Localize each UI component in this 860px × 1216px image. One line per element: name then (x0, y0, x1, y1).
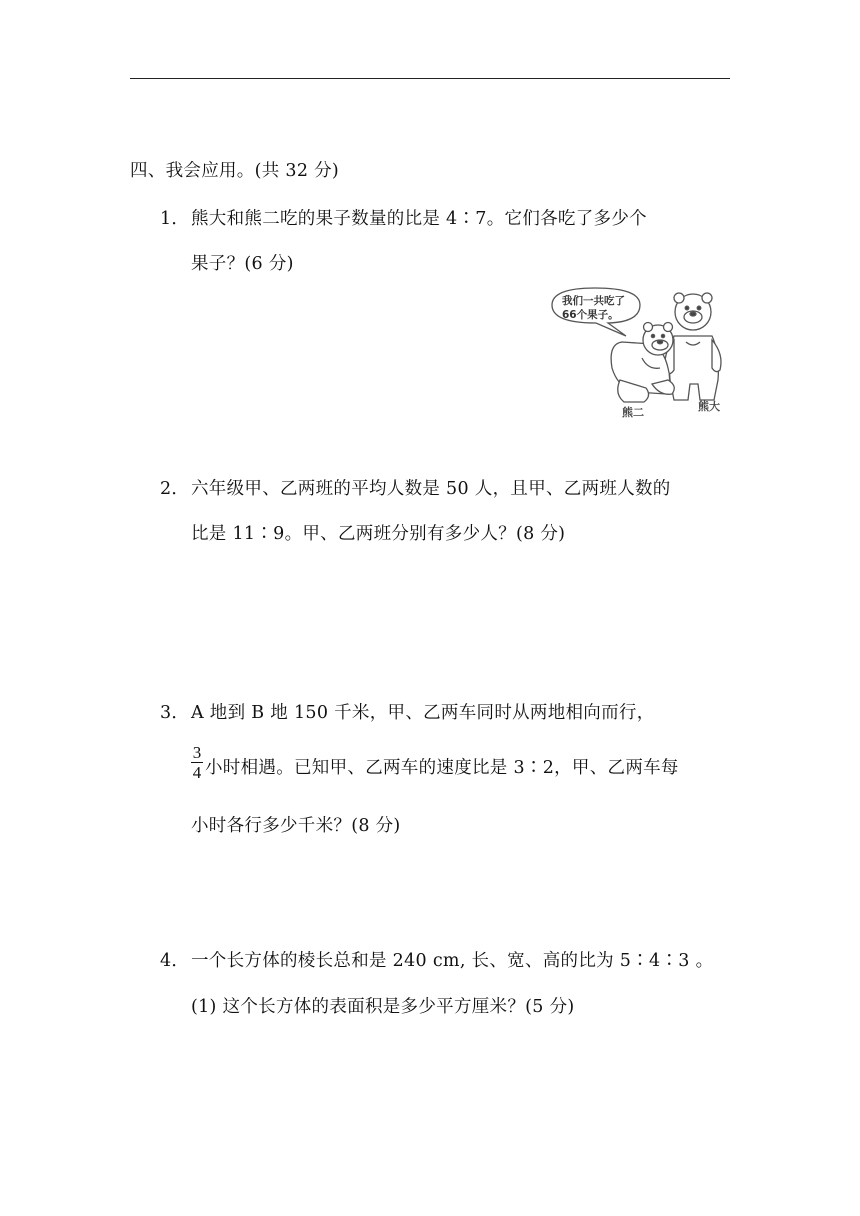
question-2-text-cont: 比是 11∶9。甲、乙两班分别有多少人？(8 分) (191, 524, 566, 544)
question-4-text: 一个长方体的棱长总和是 240 cm, 长、宽、高的比为 5∶4∶3 。 (191, 951, 714, 971)
bears-drawing (548, 284, 738, 424)
question-3-text-cont: 小时相遇。已知甲、乙两车的速度比是 3∶2，甲、乙两车每 (205, 758, 679, 778)
speech-text-line1: 我们一共吃了 (562, 295, 625, 307)
fraction-three-quarters (190, 743, 204, 782)
question-3-text: A 地到 B 地 150 千米，甲、乙两车同时从两地相向而行， (191, 703, 655, 723)
question-4-sub-1: (1) 这个长方体的表面积是多少平方厘米？(5 分) (191, 997, 575, 1017)
fraction-numerator: 3 (192, 743, 202, 762)
section-heading: 四、我会应用。(共 32 分) (130, 161, 340, 181)
question-1-number: 1． (160, 209, 190, 229)
question-2-number: 2． (160, 479, 190, 499)
label-xiongda: 熊大 (698, 400, 720, 413)
question-3-number: 3． (160, 703, 190, 723)
question-1-text-cont: 果子？(6 分) (191, 254, 294, 274)
bears-illustration (548, 284, 738, 424)
fraction-denominator: 4 (192, 763, 202, 782)
label-xionger: 熊二 (622, 406, 644, 419)
speech-text-line2: 66个果子。 (562, 309, 619, 321)
question-3-text-end: 小时各行多少千米？(8 分) (191, 816, 401, 836)
header-rule (130, 78, 730, 79)
question-4-number: 4． (160, 951, 190, 971)
question-2-text: 六年级甲、乙两班的平均人数是 50 人，且甲、乙两班人数的 (191, 479, 671, 499)
question-1-text: 熊大和熊二吃的果子数量的比是 4∶7。它们各吃了多少个 (191, 209, 647, 229)
bear-xionger (611, 323, 674, 403)
